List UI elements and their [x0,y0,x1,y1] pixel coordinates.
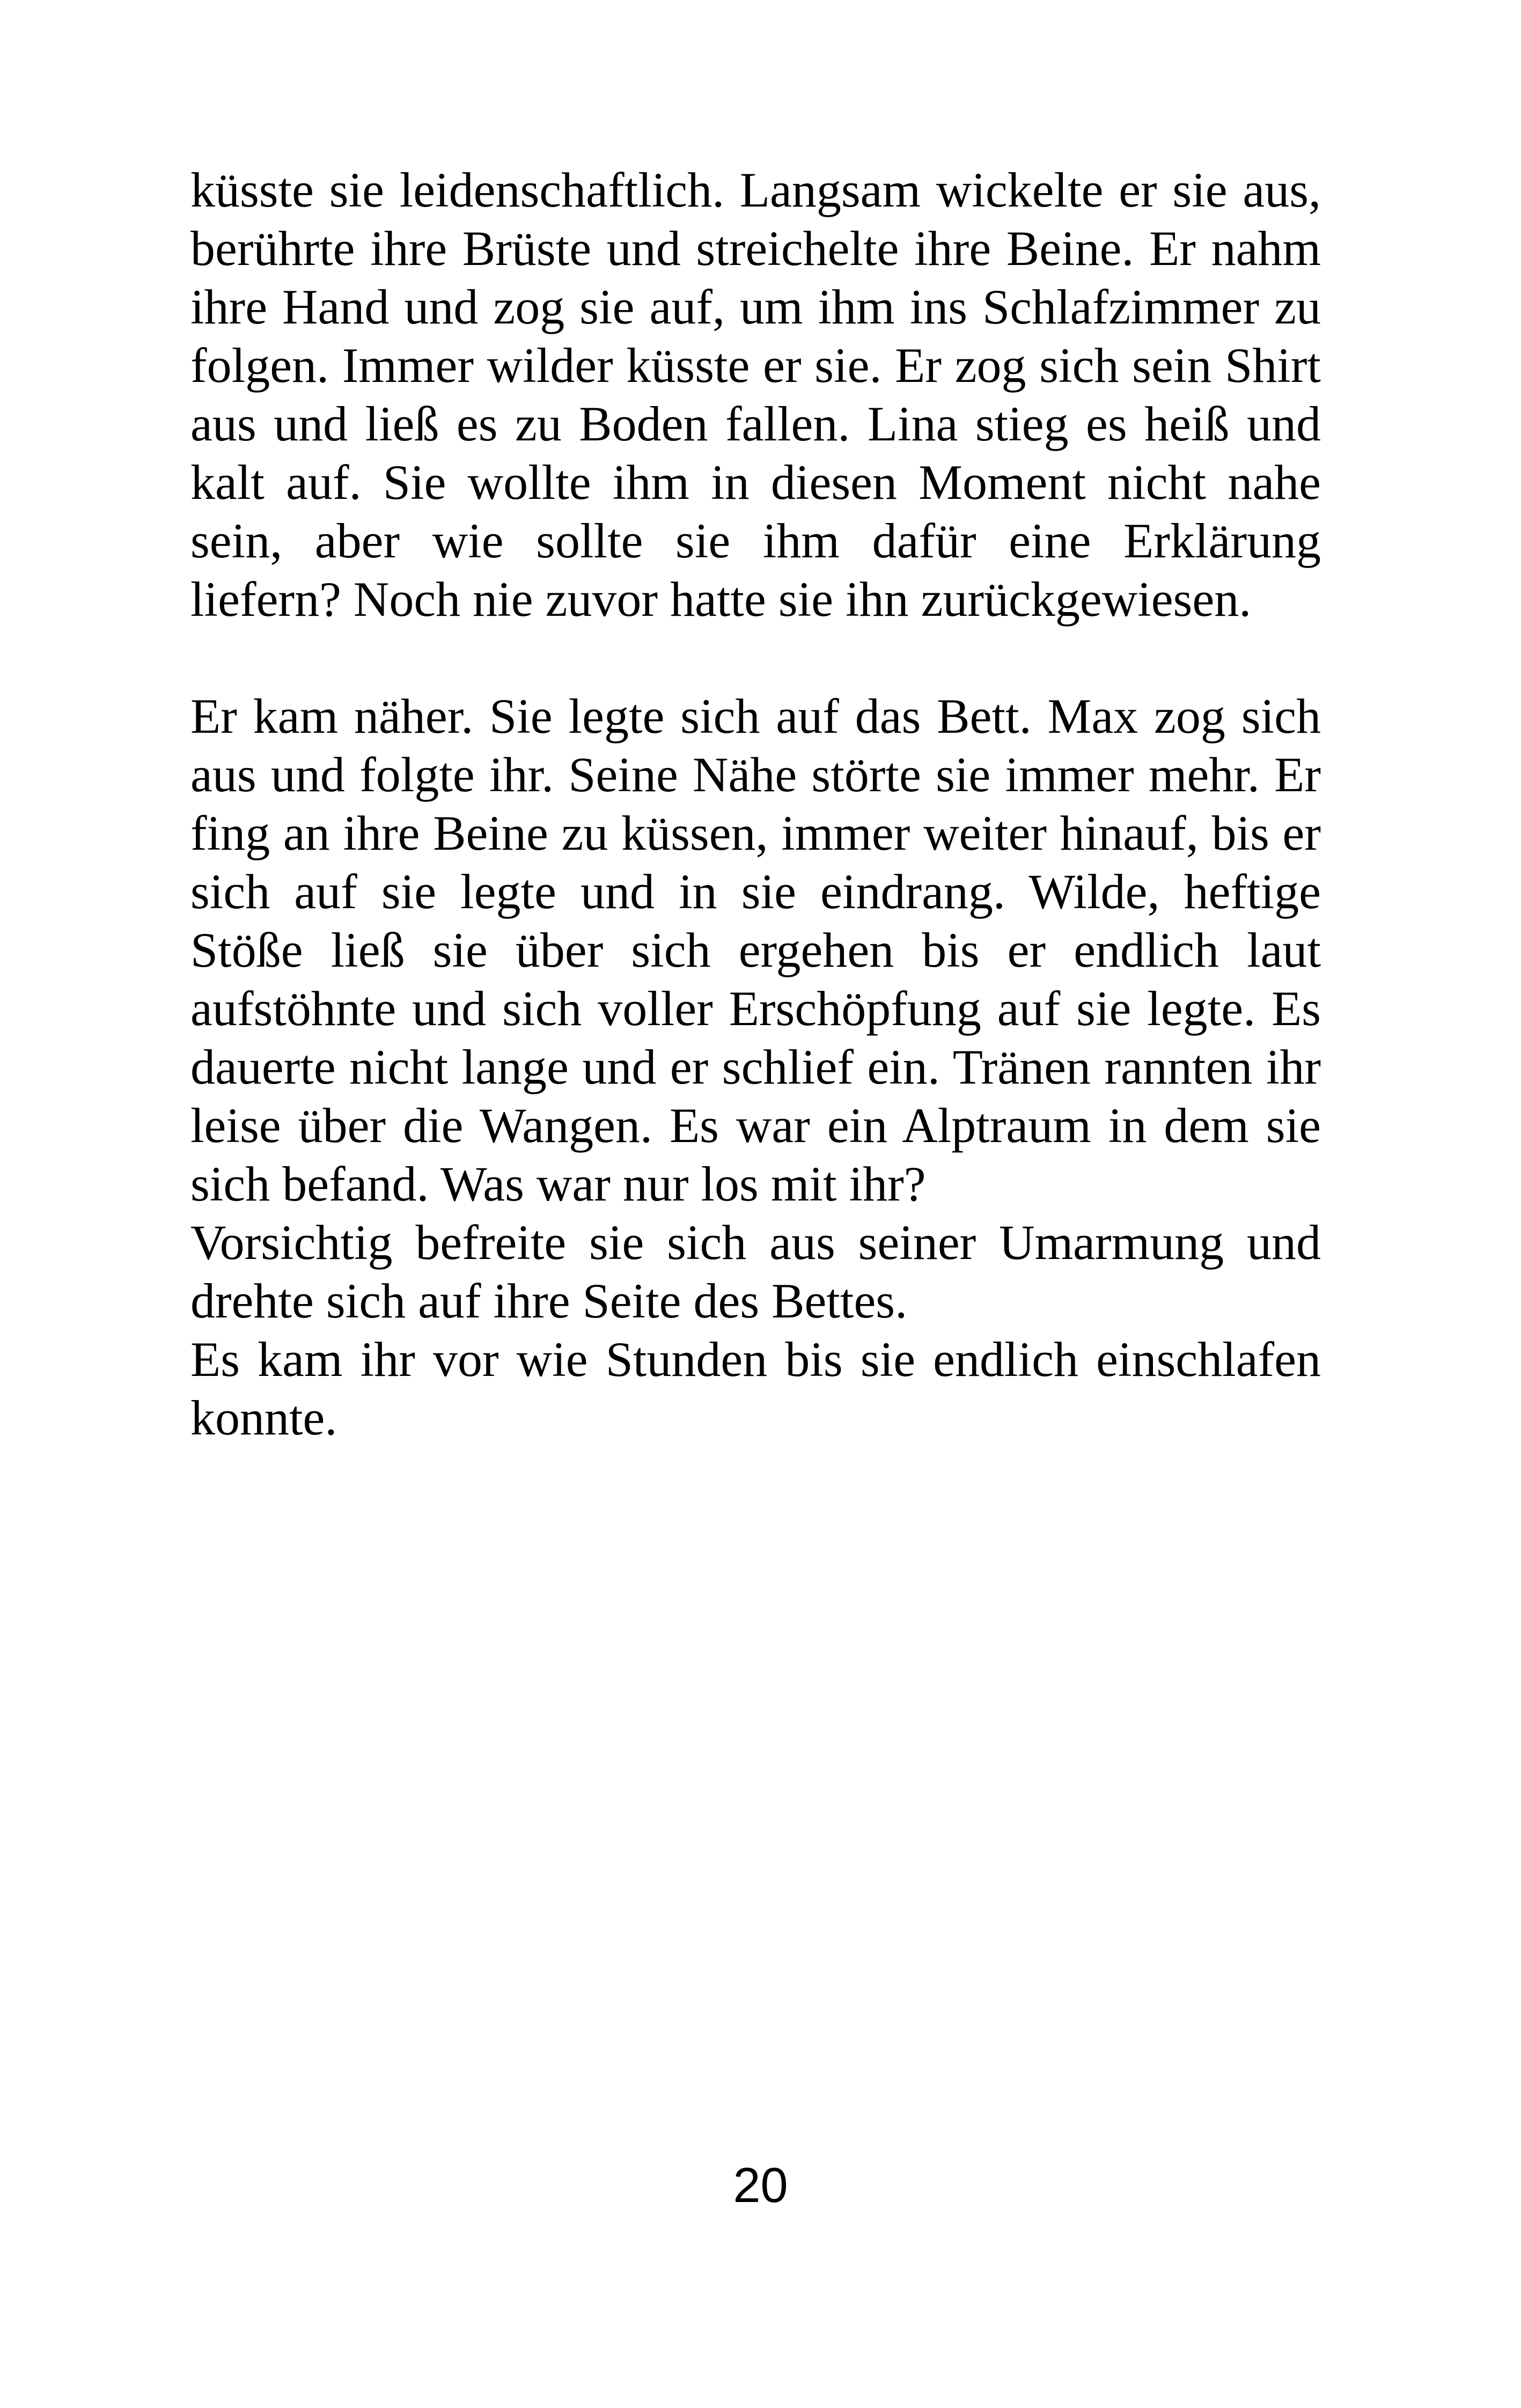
body-text [190,161,1321,1447]
paragraph: Er kam näher. Sie legte sich auf das Bett. Max zog sich aus und folgte ihr. Seine Nähe störte sie immer mehr. Er fing an ihre Beine zu küssen, immer weiter hinauf, bis er sich auf sie legte und in sie eindrang. Wilde, heftige Stöße ließ sie über sich ergehen bis er endlich laut aufstöhnte und sich voller Erschöpfung auf sie legte. Es dauerte nicht lange und er schlief ein. Tränen rannten ihr leise über die Wangen. Es war ein Alptraum in dem sie sich befand. Was war nur los mit ihr? [190,689,1321,1211]
paragraph: küsste sie leidenschaftlich. Langsam wickelte er sie aus, berührte ihre Brüste und streichelte ihre Beine. Er nahm ihre Hand und zog sie auf, um ihm ins Schlafzimmer zu folgen. Immer wilder küsste er sie. Er zog sich sein Shirt aus und ließ es zu Boden fallen. Lina stieg es heiß und kalt auf. Sie wollte ihm in diesen Moment nicht nahe sein, aber wie sollte sie ihm dafür eine Erklärung liefern? Noch nie zuvor hatte sie ihn zurückgewiesen. [190,163,1321,627]
page-number: 20 [733,2158,788,2213]
paragraph: Es kam ihr vor wie Stunden bis sie endlich einschlafen konnte. [190,1332,1321,1445]
paragraph-gap [190,629,1321,687]
paragraph: Vorsichtig befreite sie sich aus seiner Umarmung und drehte sich auf ihre Seite des Bettes. [190,1215,1321,1328]
